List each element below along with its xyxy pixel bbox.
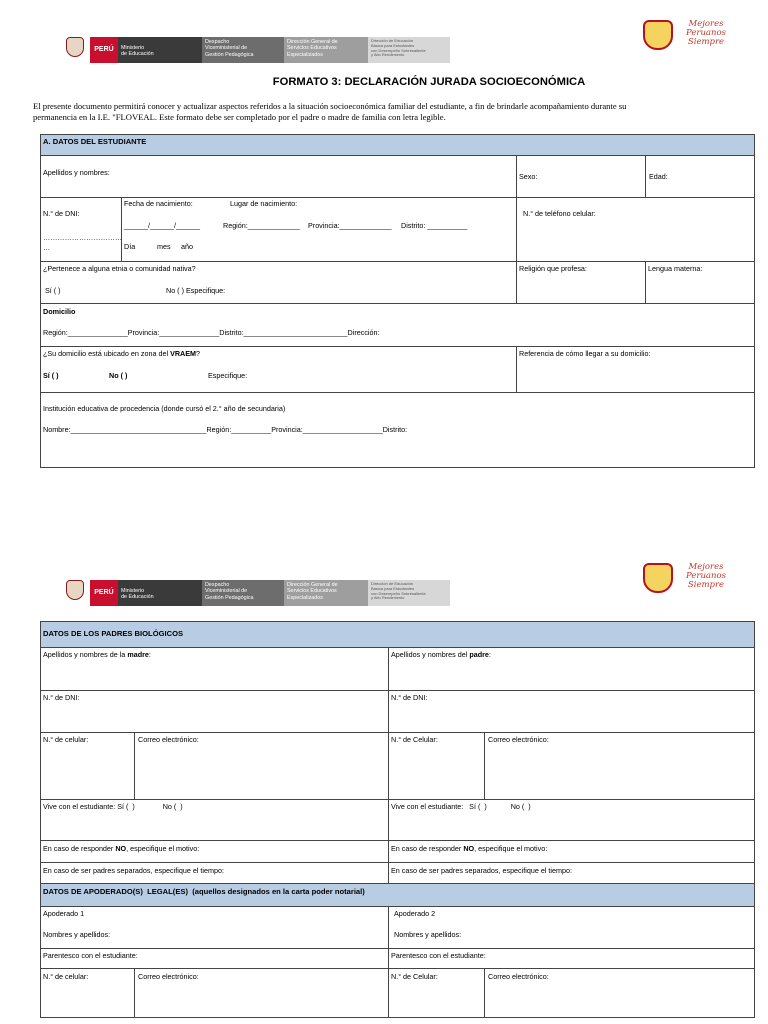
slogan: Mejores Peruanos Siempre xyxy=(686,562,726,590)
label-correo-madre: Correo electrónico: xyxy=(138,735,199,744)
label-sexo: Sexo: xyxy=(519,172,538,181)
label-apellidos: Apellidos y nombres: xyxy=(43,168,110,177)
label-institucion: Institución educativa de procedencia (donde cursó el 2.° año de secundaria) xyxy=(43,404,286,413)
label-apoderado-2: Apoderado 2 xyxy=(394,909,436,918)
label-separados-padre: En caso de ser padres separados, especifique el tiempo: xyxy=(391,866,572,875)
label-correo-apoderado-2: Correo electrónico: xyxy=(488,972,549,981)
label-fecha-nacimiento: Fecha de nacimiento: xyxy=(124,199,193,208)
label-vraem: ¿Su domicilio está ubicado en zona del VRAEM? xyxy=(43,349,201,358)
label-apoderado-1: Apoderado 1 xyxy=(43,909,85,918)
peru-logo: PERÚ xyxy=(90,580,118,606)
label-dni-padre: N.° de DNI: xyxy=(391,693,428,702)
label-lengua: Lengua materna: xyxy=(648,264,703,273)
label-vive-padre: Vive con el estudiante: Sí ( ) No ( ) xyxy=(391,802,531,811)
slogan: Mejores Peruanos Siempre xyxy=(686,19,726,47)
peru-logo: PERÚ xyxy=(90,37,118,63)
label-parentesco-2: Parentesco con el estudiante: xyxy=(391,951,486,960)
label-parentesco-1: Parentesco con el estudiante: xyxy=(43,951,138,960)
ministerio-box: Ministerio de Educación xyxy=(118,37,202,63)
fecha-line: ______/______/______ xyxy=(124,221,200,230)
label-distrito: Distrito: __________ xyxy=(401,221,468,230)
page-title: FORMATO 3: DECLARACIÓN JURADA SOCIOECONÓMICA xyxy=(272,76,586,88)
label-domicilio: Domicilio xyxy=(43,307,76,316)
etnia-si: Sí ( ) xyxy=(45,286,61,295)
domicilio-line: Región:_______________Provincia:_______________Distrito:__________________________Dirección: xyxy=(43,328,380,337)
label-nombres-2: Nombres y apellidos: xyxy=(394,930,462,939)
vraem-no: No ( ) xyxy=(109,371,128,380)
label-vive-madre: Vive con el estudiante: Sí ( ) No ( ) xyxy=(43,802,183,811)
ministerio-box: Ministerio de Educación xyxy=(118,580,202,606)
label-correo-apoderado-1: Correo electrónico: xyxy=(138,972,199,981)
label-celular-madre: N.° de celular: xyxy=(43,735,89,744)
label-referencia: Referencia de cómo llegar a su domicilio: xyxy=(519,349,651,358)
label-telefono: N.° de teléfono celular: xyxy=(523,209,596,218)
institucion-line: Nombre:__________________________________Región:__________Provincia:____________________Distrito: xyxy=(43,425,408,434)
label-dia: Día xyxy=(124,242,136,251)
despacho-box: Despacho Viceministerial de Gestión Pedagógica xyxy=(202,580,284,606)
dni-dotted-line: …………………………… xyxy=(43,233,123,242)
direccion-small-box: Dirección de Educación Básica para Estudiantes con Desempeño Sobresaliente y Alto Rendimiento xyxy=(368,580,450,606)
label-anio: año xyxy=(181,242,193,251)
direccion-box: Dirección General de Servicios Educativos Especializados xyxy=(284,37,368,63)
label-padre: Apellidos y nombres del padre: xyxy=(391,650,491,659)
label-correo-padre: Correo electrónico: xyxy=(488,735,549,744)
label-nombres-1: Nombres y apellidos: xyxy=(43,930,111,939)
label-madre: Apellidos y nombres de la madre: xyxy=(43,650,151,659)
intro-text: El presente documento permitirá conocer y actualizar aspectos referidos a la situación socioeconómica familiar del estudiante, a fin de brindarle acompañamiento durante su permanencia en la I.E. "FLOVEAL. Este formato debe ser completado por el padre o madre de familia con letra legible. xyxy=(33,101,627,123)
dni-dots: … xyxy=(43,243,51,252)
label-celular-apoderado-1: N.° de celular: xyxy=(43,972,89,981)
label-lugar-nacimiento: Lugar de nacimiento: xyxy=(230,199,298,208)
label-etnia: ¿Pertenece a alguna etnia o comunidad nativa? xyxy=(43,264,196,273)
label-separados-madre: En caso de ser padres separados, especifique el tiempo: xyxy=(43,866,224,875)
section-a-header: A. DATOS DEL ESTUDIANTE xyxy=(43,137,147,146)
label-dni: N.° de DNI: xyxy=(43,209,80,218)
label-dni-madre: N.° de DNI: xyxy=(43,693,80,702)
label-region: Región:_____________ xyxy=(223,221,300,230)
label-provincia: Provincia:_____________ xyxy=(308,221,392,230)
despacho-box: Despacho Viceministerial de Gestión Pedagógica xyxy=(202,37,284,63)
etnia-no: No ( ) Especifique: xyxy=(166,286,226,295)
label-motivo-padre: En caso de responder NO, especifique el motivo: xyxy=(391,844,548,853)
vraem-si: Sí ( ) xyxy=(43,371,59,380)
direccion-box: Dirección General de Servicios Educativos Especializados xyxy=(284,580,368,606)
label-celular-apoderado-2: N.° de Celular: xyxy=(391,972,438,981)
label-motivo-madre: En caso de responder NO, especifique el motivo: xyxy=(43,844,200,853)
label-religion: Religión que profesa: xyxy=(519,264,587,273)
label-mes: mes xyxy=(157,242,171,251)
section-b-header: DATOS DE LOS PADRES BIOLÓGICOS xyxy=(43,629,184,638)
vraem-especifique: Especifique: xyxy=(208,371,248,380)
direccion-small-box: Dirección de Educación Básica para Estudiantes con Desempeño Sobresaliente y Alto Rendimiento xyxy=(368,37,450,63)
section-c-header: DATOS DE APODERADO(S) LEGAL(ES) (aquellos designados en la carta poder notarial) xyxy=(43,887,365,896)
label-edad: Edad: xyxy=(649,172,668,181)
label-celular-padre: N.° de Celular: xyxy=(391,735,438,744)
